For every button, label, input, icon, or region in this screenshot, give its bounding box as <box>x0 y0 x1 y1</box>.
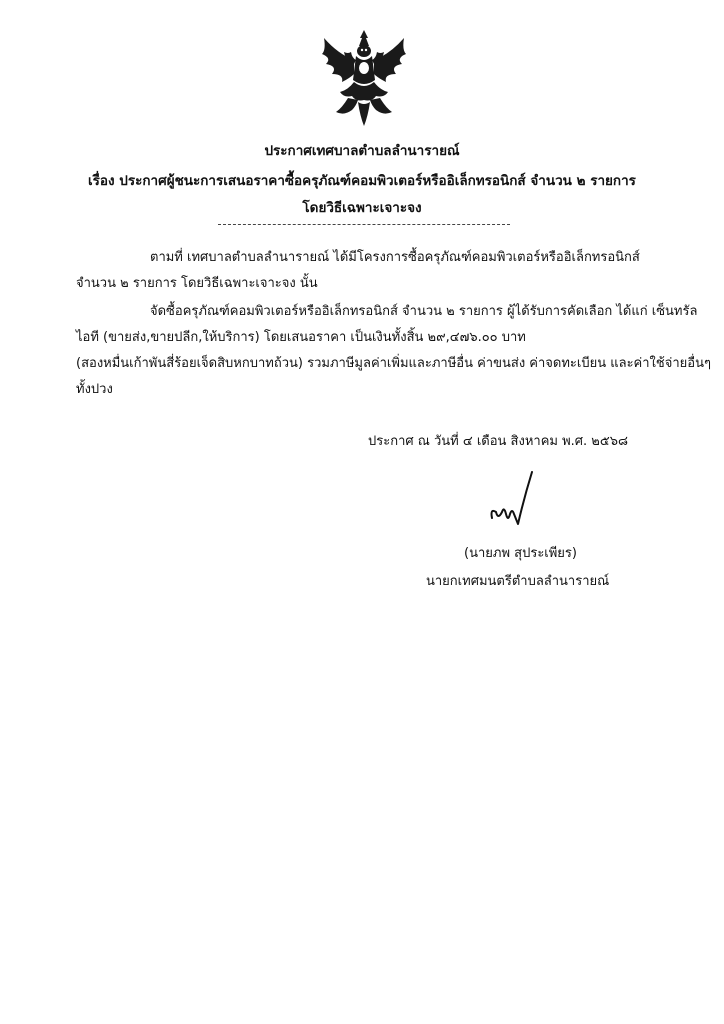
announcement-subject: เรื่อง ประกาศผู้ชนะการเสนอราคาซื้อครุภัณฑ์คอมพิวเตอร์หรืออิเล็กทรอนิกส์ จำนวน ๒ รายการ <box>88 173 636 189</box>
paragraph1-line1: ตามที่ เทศบาลตำบลลำนารายณ์ ได้มีโครงการซื้อครุภัณฑ์คอมพิวเตอร์หรืออิเล็กทรอนิกส์ <box>150 250 640 265</box>
paragraph2-line3: (สองหมื่นเก้าพันสี่ร้อยเจ็ดสิบหกบาทถ้วน) รวมภาษีมูลค่าเพิ่มและภาษีอื่น ค่าขนส่ง ค่าจดทะเบียน และค่าใช้จ่ายอื่นๆ <box>76 356 711 371</box>
garuda-emblem-icon <box>318 28 410 128</box>
paragraph2-line1: จัดซื้อครุภัณฑ์คอมพิวเตอร์หรืออิเล็กทรอนิกส์ จำนวน ๒ รายการ ผู้ได้รับการคัดเลือก ได้แก่ เซ็นทรัล <box>150 304 698 319</box>
procurement-method: โดยวิธีเฉพาะเจาะจง <box>302 200 422 216</box>
paragraph2-line2: ไอที (ขายส่ง,ขายปลีก,ให้บริการ) โดยเสนอราคา เป็นเงินทั้งสิ้น ๒๙,๔๗๖.๐๐ บาท <box>76 330 526 345</box>
paragraph2-line4: ทั้งปวง <box>76 382 113 397</box>
signer-position: นายกเทศมนตรีตำบลลำนารายณ์ <box>426 574 610 589</box>
separator-line <box>218 224 510 225</box>
announcement-title: ประกาศเทศบาลตำบลลำนารายณ์ <box>264 143 460 159</box>
handwritten-signature <box>488 468 548 538</box>
signer-name: (นายภพ สุประเพียร) <box>464 546 577 561</box>
paragraph1-line2: จำนวน ๒ รายการ โดยวิธีเฉพาะเจาะจง นั้น <box>76 276 318 291</box>
announcement-date: ประกาศ ณ วันที่ ๔ เดือน สิงหาคม พ.ศ. ๒๕๖๘ <box>368 434 628 449</box>
